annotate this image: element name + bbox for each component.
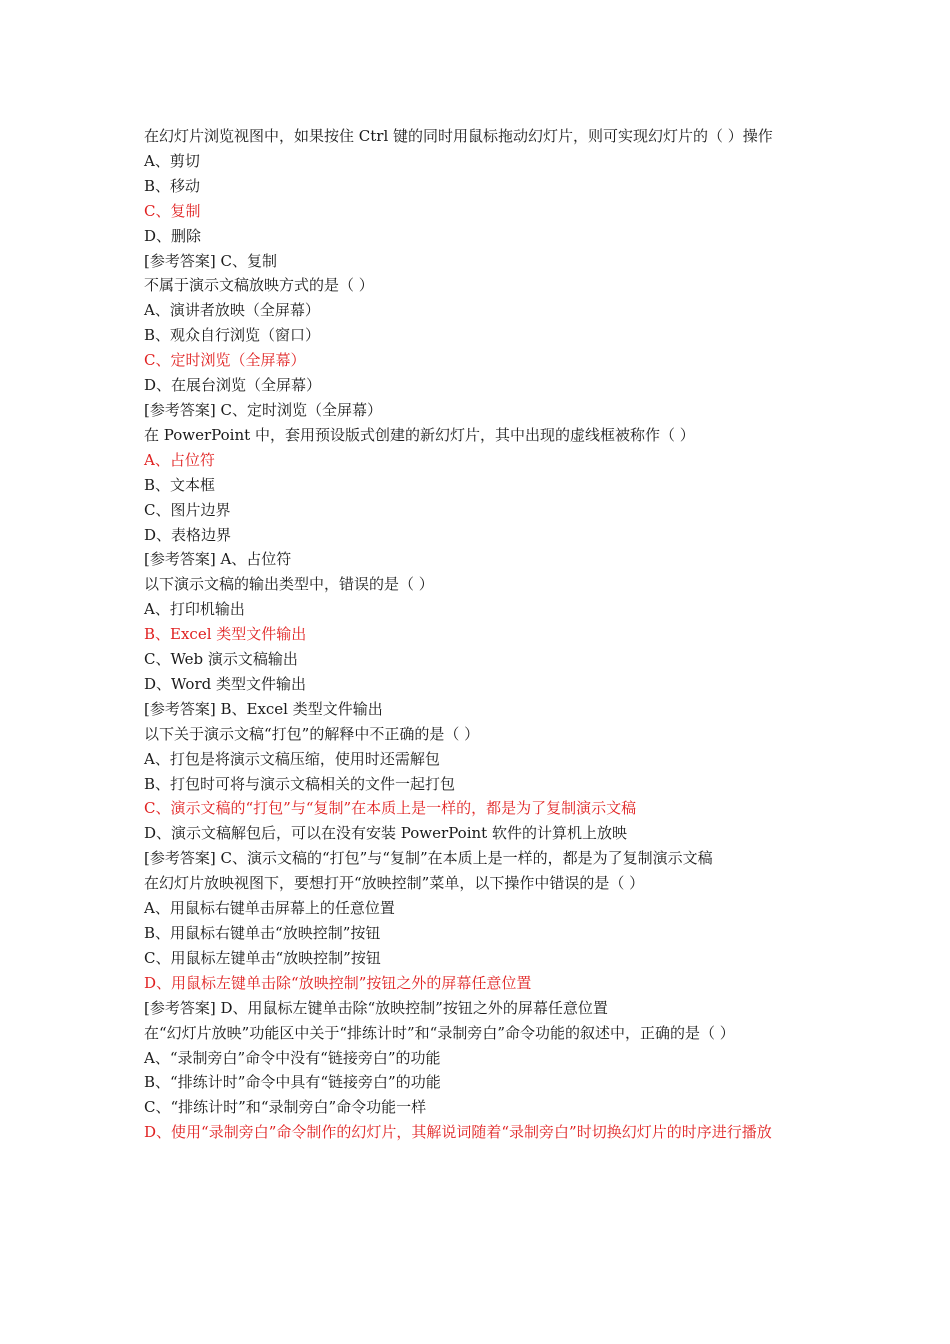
option-c-correct: C、演示文稿的“打包”与“复制”在本质上是一样的，都是为了复制演示文稿 <box>144 799 637 818</box>
option-c-correct: C、复制 <box>144 201 201 220</box>
question-stem: 在幻灯片放映视图下，要想打开“放映控制”菜单，以下操作中错误的是（ ） <box>144 874 645 893</box>
question-stem: 以下关于演示文稿“打包”的解释中不正确的是（ ） <box>144 724 480 743</box>
option-d: D、表格边界 <box>144 525 232 544</box>
question-block <box>144 423 810 572</box>
option-a: A、“录制旁白”命令中没有“链接旁白”的功能 <box>144 1048 441 1067</box>
option-c-correct: C、定时浏览（全屏幕） <box>144 351 306 370</box>
reference-answer: [参考答案] C、演示文稿的“打包”与“复制”在本质上是一样的，都是为了复制演示文稿 <box>144 849 713 868</box>
question-stem: 在 PowerPoint 中，套用预设版式创建的新幻灯片，其中出现的虚线框被称作（ ） <box>144 425 695 444</box>
option-b: B、打包时可将与演示文稿相关的文件一起打包 <box>144 774 456 793</box>
option-a: A、打印机输出 <box>144 600 245 619</box>
question-stem: 不属于演示文稿放映方式的是（ ） <box>144 276 374 295</box>
option-d: D、演示文稿解包后，可以在没有安装 PowerPoint 软件的计算机上放映 <box>144 824 627 843</box>
option-d: D、Word 类型文件输出 <box>144 674 306 693</box>
option-a-correct: A、占位符 <box>144 450 215 469</box>
option-b: B、“排练计时”命令中具有“链接旁白”的功能 <box>144 1073 441 1092</box>
option-d-correct: D、使用“录制旁白”命令制作的幻灯片，其解说词随着“录制旁白”时切换幻灯片的时序进行播放 <box>144 1123 772 1142</box>
option-a: A、打包是将演示文稿压缩，使用时还需解包 <box>144 749 440 768</box>
reference-answer: [参考答案] C、复制 <box>144 251 277 270</box>
reference-answer: [参考答案] B、Excel 类型文件输出 <box>144 699 383 718</box>
question-block <box>144 871 810 1020</box>
option-d: D、删除 <box>144 226 202 245</box>
reference-answer: [参考答案] D、用鼠标左键单击除“放映控制”按钮之外的屏幕任意位置 <box>144 998 608 1017</box>
option-b: B、文本框 <box>144 475 216 494</box>
question-stem: 在幻灯片浏览视图中，如果按住 Ctrl 键的同时用鼠标拖动幻灯片，则可实现幻灯片的（ ）操作 <box>144 127 773 145</box>
option-a: A、剪切 <box>144 151 200 170</box>
option-d: D、在展台浏览（全屏幕） <box>144 376 322 395</box>
option-c: C、Web 演示文稿输出 <box>144 650 298 669</box>
option-b-correct: B、Excel 类型文件输出 <box>144 625 307 644</box>
document-page <box>144 124 810 1145</box>
reference-answer: [参考答案] C、定时浏览（全屏幕） <box>144 400 382 419</box>
option-a: A、用鼠标右键单击屏幕上的任意位置 <box>144 899 395 918</box>
option-b: B、观众自行浏览（窗口） <box>144 326 321 345</box>
option-b: B、移动 <box>144 176 201 195</box>
option-c: C、用鼠标左键单击“放映控制”按钮 <box>144 948 381 967</box>
option-d-correct: D、用鼠标左键单击除“放映控制”按钮之外的屏幕任意位置 <box>144 973 532 992</box>
question-block <box>144 124 810 273</box>
question-block <box>144 572 810 721</box>
option-c: C、图片边界 <box>144 500 231 519</box>
option-a: A、演讲者放映（全屏幕） <box>144 301 320 320</box>
question-stem: 以下演示文稿的输出类型中，错误的是（ ） <box>144 575 434 594</box>
question-block <box>144 273 810 422</box>
reference-answer: [参考答案] A、占位符 <box>144 550 292 569</box>
question-stem: 在“幻灯片放映”功能区中关于“排练计时”和“录制旁白”命令功能的叙述中，正确的是（ ） <box>144 1023 735 1042</box>
option-c: C、“排练计时”和“录制旁白”命令功能一样 <box>144 1098 427 1117</box>
option-b: B、用鼠标右键单击“放映控制”按钮 <box>144 924 381 942</box>
question-block <box>144 1021 810 1146</box>
question-block <box>144 722 810 871</box>
